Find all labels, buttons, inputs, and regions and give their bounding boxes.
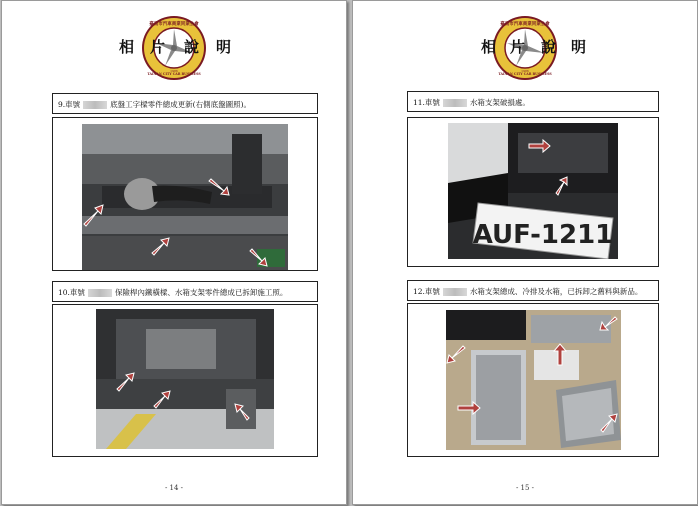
page-number: - 14 - xyxy=(164,484,184,492)
header-char: 片 xyxy=(150,38,166,56)
svg-text:1986: 1986 xyxy=(170,69,178,73)
page-15 xyxy=(352,0,698,505)
caption-text: 底盤工字樑零件總成更新(右側底盤圖照)。 xyxy=(110,100,252,109)
page-14 xyxy=(1,0,347,505)
header-char: 相 xyxy=(119,38,135,56)
caption-text: 水箱支架總成、冷排及水箱，已拆卸之舊料與新品。 xyxy=(469,287,643,296)
caption-text: 保險桿內鐵橫樑、水箱支架零件總成已拆卸施工照。 xyxy=(114,288,288,297)
svg-text:臺南市汽車商業同業公會: 臺南市汽車商業同業公會 xyxy=(500,22,550,27)
license-plate-text: AUF-1211 xyxy=(472,220,614,250)
header-char: 明 xyxy=(216,38,232,56)
header-char: 說 xyxy=(541,38,557,56)
arrow-overlay-10 xyxy=(2,1,346,504)
header-char: 片 xyxy=(510,38,526,56)
svg-text:臺南市汽車商業同業公會: 臺南市汽車商業同業公會 xyxy=(149,22,199,27)
header-char: 相 xyxy=(481,38,497,56)
page-number: - 15 - xyxy=(515,484,535,492)
svg-text:TAINAN CITY CAR BUSINESS: TAINAN CITY CAR BUSINESS xyxy=(498,72,552,76)
header-char: 明 xyxy=(571,38,587,56)
caption-prefix: 11.車號 xyxy=(413,98,440,107)
caption-prefix: 12.車號 xyxy=(413,287,440,296)
svg-text:TAINAN CITY CAR BUSINESS: TAINAN CITY CAR BUSINESS xyxy=(147,72,201,76)
arrow-overlay-12 xyxy=(353,1,697,504)
header-char: 說 xyxy=(184,38,200,56)
svg-text:1986: 1986 xyxy=(521,69,529,73)
caption-prefix: 9.車號 xyxy=(58,100,81,109)
caption-text: 水箱支架破損處。 xyxy=(469,98,530,107)
caption-prefix: 10.車號 xyxy=(58,288,85,297)
